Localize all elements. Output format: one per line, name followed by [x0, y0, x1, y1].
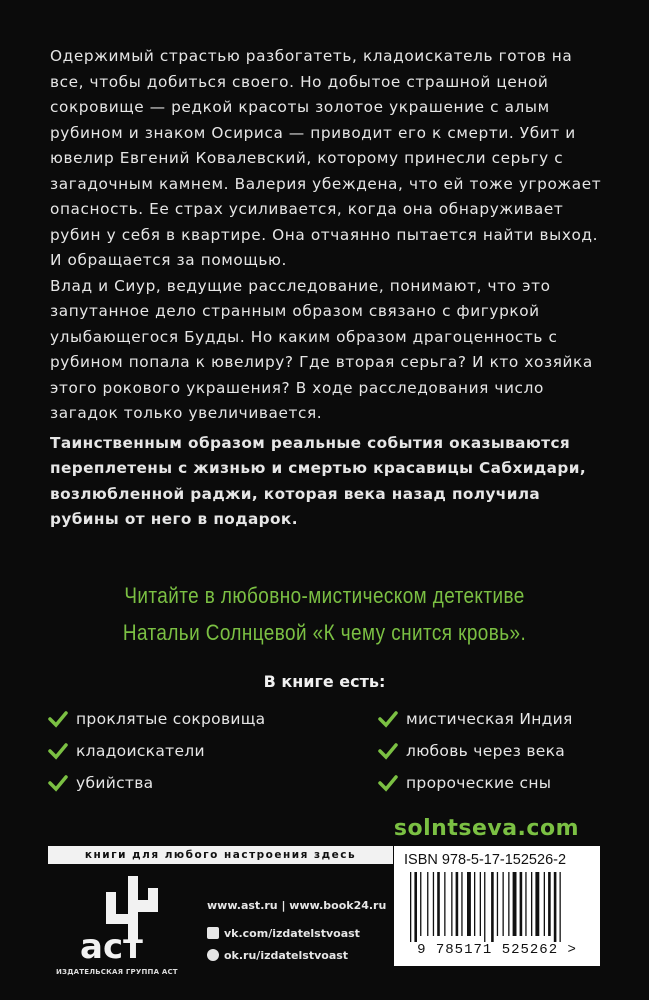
barcode-bar — [513, 872, 517, 936]
barcode-bar — [525, 872, 526, 936]
barcode-bar — [503, 872, 504, 936]
feature-item — [48, 774, 153, 792]
slogan-bar: книги для любого настроения здесь — [48, 846, 393, 864]
check-icon — [378, 742, 398, 760]
check-icon — [48, 774, 68, 792]
barcode-bar — [484, 872, 485, 942]
publisher-links — [207, 894, 386, 966]
barcode-digits: 9 785171 525262 > — [417, 942, 577, 958]
barcode-bar — [444, 872, 445, 936]
barcode-bar — [497, 872, 498, 936]
barcode-bar — [410, 872, 411, 942]
barcode-bar — [461, 872, 462, 936]
barcode-bar — [535, 872, 539, 936]
barcode-bar — [433, 872, 434, 936]
blurb-paragraph-2: Влад и Сиур, ведущие расследование, понимают, что это запутанное дело странным образом связано с фигуркой улыбающегося Будды. Но каким образом драгоценность с рубином попала к ювелиру? Где вторая серьга? И кто хозяйка этого рокового украшения? В ходе расследования число загадок только увеличивается. — [50, 276, 593, 422]
feature-label: убийства — [76, 774, 154, 792]
feature-item — [378, 742, 565, 760]
check-icon — [48, 742, 68, 760]
blurb-paragraph-1: Одержимый страстью разбогатеть, кладоискатель готов на все, чтобы добиться своего. Но добытое страшной ценой сокровище — редкой красоты золотое украшение с алым рубином и знаком Осириса — приводит его к смерти. Убит и ювелир Евгений Ковалевский, которому принесли серьгу с загадочным камнем. Валерия убеждена, что ей тоже угрожает опасность. Ее страх усиливается, когда она обнаруживает рубин у себя в квартире. Она отчаянно пытается найти выход. И обращается за помощью. — [50, 47, 602, 269]
barcode-bar — [480, 872, 481, 936]
feature-label: любовь через века — [406, 742, 566, 760]
check-icon — [378, 710, 398, 728]
publisher-sites: www.ast.ru | www.book24.ru — [207, 898, 387, 912]
barcode-bar — [554, 872, 557, 942]
ok-link: ok.ru/izdatelstvoast — [224, 948, 349, 962]
barcode-bar — [474, 872, 475, 936]
check-icon — [48, 710, 68, 728]
feature-item — [48, 710, 265, 728]
check-icon — [378, 774, 398, 792]
barcode-block — [394, 846, 600, 966]
ok-link-row — [207, 944, 386, 966]
ast-logo-icon — [66, 870, 171, 970]
barcode-bar — [548, 872, 551, 936]
barcode-bar — [520, 872, 523, 936]
author-website: solntseva.com — [393, 816, 579, 841]
barcode-bar — [414, 872, 417, 942]
feature-label: проклятые сокровища — [76, 710, 266, 728]
publisher-caption: ИЗДАТЕЛЬСКАЯ ГРУППА АСТ — [56, 968, 178, 976]
promo-line-2: Натальи Солнцевой «К чему снится кровь». — [122, 620, 527, 645]
barcode-bar — [531, 872, 532, 936]
barcode-bar — [467, 872, 471, 936]
feature-label: кладоискатели — [76, 742, 205, 760]
barcode-icon — [408, 872, 588, 942]
ok-icon — [207, 949, 219, 961]
vk-link: vk.com/izdatelstvoast — [224, 926, 360, 940]
barcode-bar — [427, 872, 428, 936]
barcode-bar — [560, 872, 561, 942]
feature-item — [378, 774, 551, 792]
vk-link-row — [207, 922, 386, 944]
feature-item — [378, 710, 573, 728]
blurb-paragraph-bold: Таинственным образом реальные события оказываются переплетены с жизнью и смертью красавицы Сабхидари, возлюбленной раджи, которая века назад получила рубины от него в подарок. — [50, 433, 587, 528]
barcode-bar — [451, 872, 452, 936]
barcode-bar — [544, 872, 545, 936]
barcode-bar — [456, 872, 459, 936]
barcode-bar — [508, 872, 509, 936]
feature-label: пророческие сны — [406, 774, 552, 792]
svg-text:аст: аст — [80, 927, 143, 967]
barcode-bar — [491, 872, 494, 942]
features-title: В книге есть: — [263, 672, 386, 691]
vk-icon — [207, 927, 219, 939]
blurb — [50, 44, 610, 533]
barcode-bar — [437, 872, 440, 936]
isbn-label: ISBN 978-5-17-152526-2 — [404, 852, 567, 868]
barcode-bar — [420, 872, 421, 936]
promo-line-1: Читайте в любовно-мистическом детективе — [124, 583, 525, 608]
feature-item — [48, 742, 205, 760]
feature-label: мистическая Индия — [406, 710, 573, 728]
